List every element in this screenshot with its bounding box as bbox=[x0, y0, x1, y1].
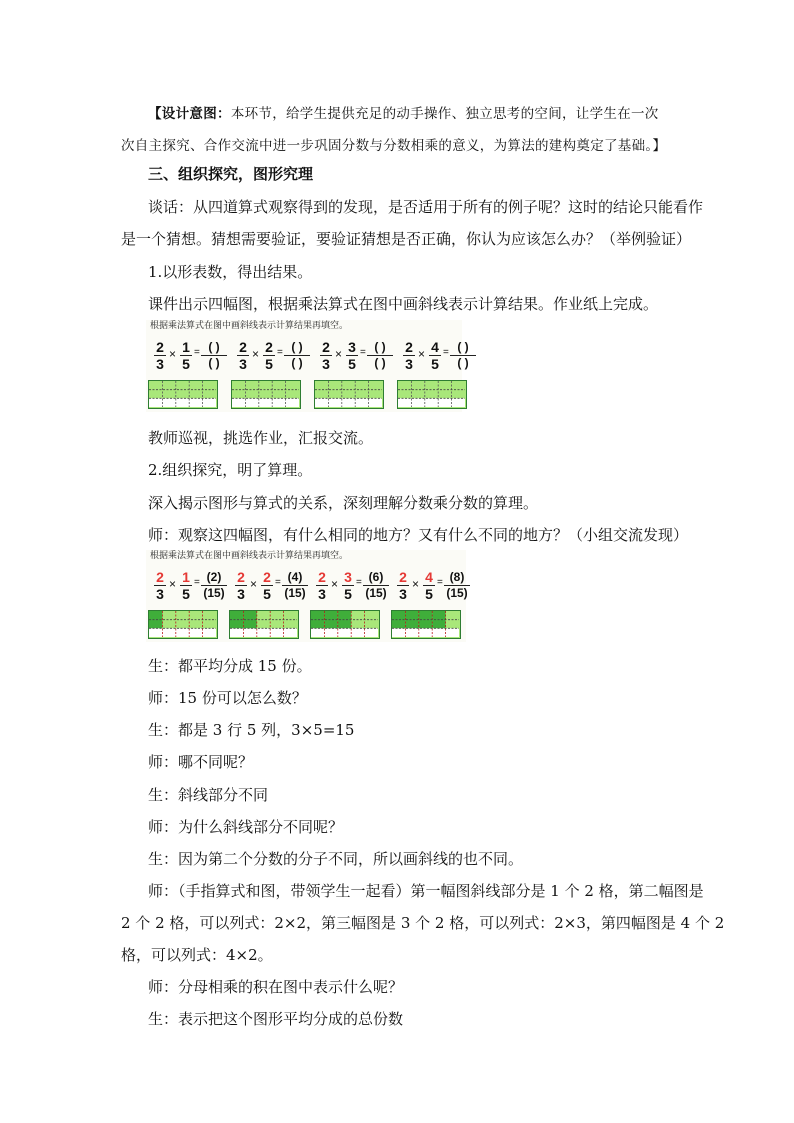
paragraph: 2.组织探究，明了算理。 bbox=[148, 461, 313, 479]
fraction bbox=[154, 570, 166, 601]
answer-denominator: (15) bbox=[446, 586, 468, 601]
fraction-grid bbox=[397, 380, 467, 409]
paragraph: 是一个猜想。猜想需要验证，要验证猜想是否正确，你认为应该怎么办？（举例验证） bbox=[121, 230, 692, 248]
fraction bbox=[235, 570, 247, 601]
fraction-numerator: 2 bbox=[318, 569, 326, 585]
unshaded-row bbox=[315, 398, 382, 407]
fraction-denominator: 5 bbox=[431, 356, 439, 373]
fraction bbox=[342, 570, 354, 601]
fraction-grid bbox=[310, 610, 380, 639]
paragraph: 格，可以列式：4×2。 bbox=[121, 946, 273, 964]
figure-caption: 根据乘法算式在图中画斜线表示计算结果再填空。 bbox=[150, 551, 349, 561]
worksheet-figure-blank bbox=[146, 320, 469, 412]
times-sign: × bbox=[331, 577, 339, 591]
equals-sign: = bbox=[194, 577, 200, 588]
answer-fraction bbox=[444, 571, 470, 600]
answer-numerator: ( ) bbox=[457, 340, 469, 354]
fraction-numerator: 2 bbox=[399, 569, 407, 585]
unshaded-row bbox=[149, 628, 216, 637]
section-title: 三、组织探究，图形究理 bbox=[148, 165, 314, 183]
fraction-numerator: 2 bbox=[263, 569, 271, 585]
fraction bbox=[320, 340, 332, 371]
design-intent-line2: 次自主探究、合作交流中进一步巩固分数与分数相乘的意义，为算法的建构奠定了基础。】 bbox=[121, 138, 667, 154]
fraction-numerator: 4 bbox=[431, 339, 439, 355]
answer-denominator: ( ) bbox=[457, 356, 469, 371]
answer-denominator: ( ) bbox=[291, 356, 303, 371]
fraction-numerator: 2 bbox=[239, 339, 247, 355]
fraction-grid bbox=[314, 380, 384, 409]
answer-fraction bbox=[284, 341, 310, 370]
equals-sign: = bbox=[437, 577, 443, 588]
fraction bbox=[403, 340, 415, 371]
fraction-denominator: 5 bbox=[263, 586, 271, 603]
unshaded-row bbox=[230, 628, 297, 637]
fraction-denominator: 5 bbox=[344, 586, 352, 603]
paragraph: 生：斜线部分不同 bbox=[148, 786, 269, 804]
fraction bbox=[180, 340, 192, 371]
fraction bbox=[180, 570, 192, 601]
paragraph: 谈话：从四道算式观察得到的发现，是否适用于所有的例子呢？这时的结论只能看作 bbox=[148, 198, 704, 216]
times-sign: × bbox=[169, 347, 177, 361]
answer-denominator: ( ) bbox=[374, 356, 386, 371]
worksheet-figure-solved bbox=[146, 550, 466, 642]
fraction-numerator: 2 bbox=[405, 339, 413, 355]
unshaded-row bbox=[392, 628, 459, 637]
paragraph: 师：哪不同呢？ bbox=[148, 753, 254, 771]
fraction-numerator: 3 bbox=[348, 339, 356, 355]
fraction-denominator: 5 bbox=[182, 586, 190, 603]
fraction-denominator: 3 bbox=[318, 586, 326, 603]
answer-numerator: (2) bbox=[206, 570, 222, 584]
fraction-denominator: 3 bbox=[156, 356, 164, 373]
grid-lines bbox=[149, 381, 216, 407]
answer-fraction bbox=[201, 341, 227, 370]
fraction-numerator: 1 bbox=[182, 339, 190, 355]
design-intent-line1: 【设计意图：本环节，给学生提供充足的动手操作、独立思考的空间，让学生在一次 bbox=[148, 106, 659, 122]
answer-fraction bbox=[367, 341, 393, 370]
fraction-numerator: 4 bbox=[425, 569, 433, 585]
answer-fraction bbox=[450, 341, 476, 370]
paragraph: 生：都平均分成 15 份。 bbox=[148, 657, 312, 675]
answer-fraction bbox=[363, 571, 389, 600]
paragraph: 课件出示四幅图，根据乘法算式在图中画斜线表示计算结果。作业纸上完成。 bbox=[148, 295, 659, 313]
times-sign: × bbox=[418, 347, 426, 361]
fraction bbox=[261, 570, 273, 601]
equals-sign: = bbox=[356, 577, 362, 588]
grid-lines bbox=[311, 611, 378, 637]
grid-lines bbox=[149, 611, 216, 637]
paragraph: 1.以形表数，得出结果。 bbox=[148, 263, 313, 281]
equals-sign: = bbox=[277, 347, 283, 358]
equals-sign: = bbox=[360, 347, 366, 358]
answer-numerator: ( ) bbox=[208, 340, 220, 354]
paragraph: 2 个 2 格，可以列式：2×2，第三幅图是 3 个 2 格，可以列式：2×3，第四幅图是 4 个 2 bbox=[121, 914, 725, 932]
equals-sign: = bbox=[194, 347, 200, 358]
fraction-denominator: 5 bbox=[425, 586, 433, 603]
fraction-grid bbox=[148, 380, 218, 409]
paragraph: 师：分母相乘的积在图中表示什么呢？ bbox=[148, 978, 404, 996]
fraction bbox=[397, 570, 409, 601]
paragraph: 教师巡视，挑选作业，汇报交流。 bbox=[148, 429, 374, 447]
times-sign: × bbox=[412, 577, 420, 591]
grid-lines bbox=[398, 381, 465, 407]
fraction-numerator: 2 bbox=[237, 569, 245, 585]
unshaded-row bbox=[232, 398, 299, 407]
paragraph: 师：观察这四幅图，有什么相同的地方？又有什么不同的地方？（小组交流发现） bbox=[148, 526, 689, 544]
design-intent-label: 【设计意图： bbox=[148, 106, 231, 122]
fraction-grid bbox=[148, 610, 218, 639]
fraction-denominator: 3 bbox=[239, 356, 247, 373]
times-sign: × bbox=[169, 577, 177, 591]
fraction-grid bbox=[231, 380, 301, 409]
fraction bbox=[316, 570, 328, 601]
grid-lines bbox=[232, 381, 299, 407]
answer-denominator: (15) bbox=[203, 586, 225, 601]
fraction bbox=[237, 340, 249, 371]
fraction-denominator: 3 bbox=[399, 586, 407, 603]
fraction-denominator: 3 bbox=[405, 356, 413, 373]
fraction-denominator: 3 bbox=[156, 586, 164, 603]
answer-numerator: ( ) bbox=[374, 340, 386, 354]
fraction-denominator: 3 bbox=[237, 586, 245, 603]
fraction-denominator: 5 bbox=[348, 356, 356, 373]
unshaded-row bbox=[398, 398, 465, 407]
fraction-numerator: 2 bbox=[156, 569, 164, 585]
fraction-grid bbox=[391, 610, 461, 639]
paragraph: 师：（手指算式和图，带领学生一起看）第一幅图斜线部分是 1 个 2 格，第二幅图是 bbox=[148, 882, 704, 900]
paragraph: 生：都是 3 行 5 列，3×5=15 bbox=[148, 721, 355, 739]
grid-lines bbox=[315, 381, 382, 407]
times-sign: × bbox=[250, 577, 258, 591]
fraction-numerator: 3 bbox=[344, 569, 352, 585]
paragraph: 师：为什么斜线部分不同呢？ bbox=[148, 818, 344, 836]
fraction bbox=[346, 340, 358, 371]
fraction-grid bbox=[229, 610, 299, 639]
paragraph: 生：表示把这个图形平均分成的总份数 bbox=[148, 1010, 404, 1028]
answer-fraction bbox=[201, 571, 227, 600]
answer-denominator: ( ) bbox=[208, 356, 220, 371]
equals-sign: = bbox=[443, 347, 449, 358]
times-sign: × bbox=[335, 347, 343, 361]
figure-caption: 根据乘法算式在图中画斜线表示计算结果再填空。 bbox=[150, 321, 349, 331]
fraction-numerator: 2 bbox=[322, 339, 330, 355]
fraction bbox=[423, 570, 435, 601]
fraction-denominator: 3 bbox=[322, 356, 330, 373]
unshaded-row bbox=[311, 628, 378, 637]
paragraph: 师：15 份可以怎么数？ bbox=[148, 689, 307, 707]
paragraph: 生：因为第二个分数的分子不同，所以画斜线的也不同。 bbox=[148, 850, 524, 868]
equals-sign: = bbox=[275, 577, 281, 588]
fraction-denominator: 5 bbox=[265, 356, 273, 373]
fraction bbox=[429, 340, 441, 371]
paragraph: 深入揭示图形与算式的关系，深刻理解分数乘分数的算理。 bbox=[148, 494, 539, 512]
fraction-denominator: 5 bbox=[182, 356, 190, 373]
fraction-numerator: 2 bbox=[156, 339, 164, 355]
grid-lines bbox=[230, 611, 297, 637]
answer-denominator: (15) bbox=[284, 586, 306, 601]
fraction bbox=[154, 340, 166, 371]
answer-numerator: (4) bbox=[287, 570, 303, 584]
answer-numerator: (6) bbox=[368, 570, 384, 584]
answer-fraction bbox=[282, 571, 308, 600]
fraction-numerator: 1 bbox=[182, 569, 190, 585]
answer-numerator: ( ) bbox=[291, 340, 303, 354]
answer-denominator: (15) bbox=[365, 586, 387, 601]
fraction-numerator: 2 bbox=[265, 339, 273, 355]
fraction bbox=[263, 340, 275, 371]
unshaded-row bbox=[149, 398, 216, 407]
grid-lines bbox=[392, 611, 459, 637]
answer-numerator: (8) bbox=[449, 570, 465, 584]
times-sign: × bbox=[252, 347, 260, 361]
